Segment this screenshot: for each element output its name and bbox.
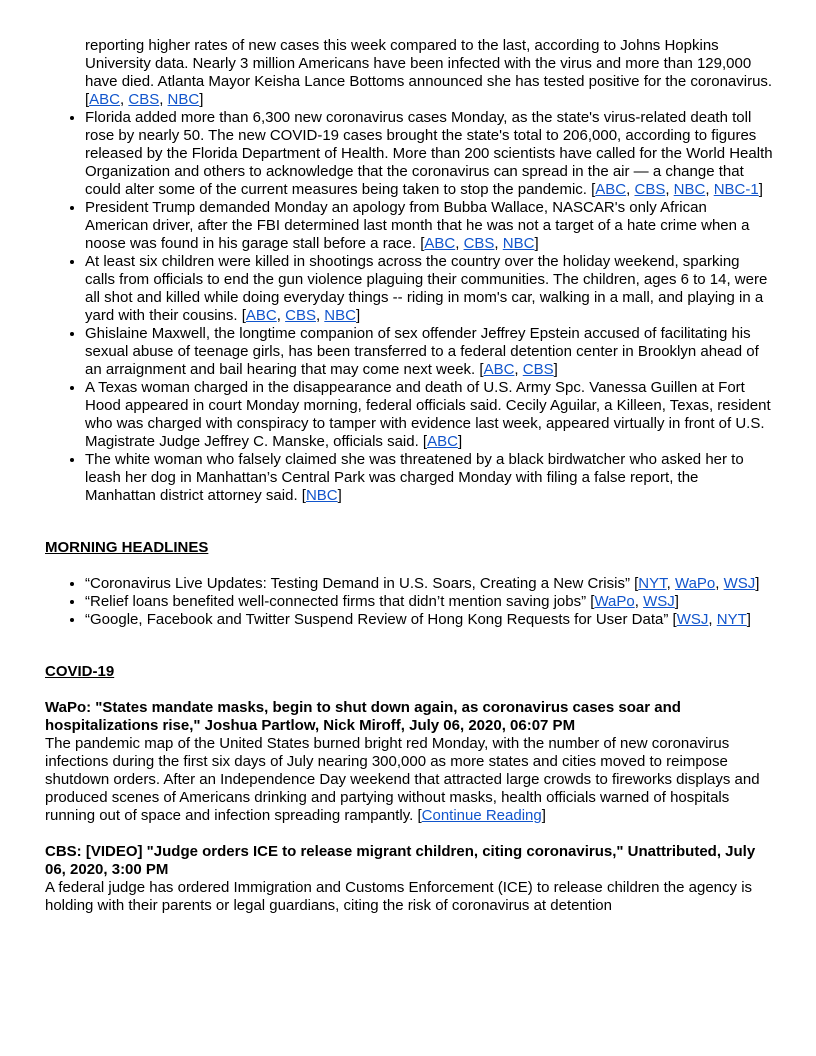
news-bullet-list [45, 109, 773, 505]
headline-text: “Google, Facebook and Twitter Suspend Review of Hong Kong Requests for User Data” [85, 611, 669, 628]
list-item: • Florida added more than 6,300 new coronavirus cases Monday, as the state's virus-related death toll rose by nearly 50. The new COVID-19 cases brought the state's total to 206,000, according to figures released by the Florida Department of Health. More than 200 scientists have called for the World Health Organization and others to acknowledge that the coronavirus can spread in the air — a change that could alter some of the current measures being taken to stop the pandemic. [ABC, CBS, NBC, NBC-1] [85, 109, 773, 199]
source-link-abc[interactable]: ABC [427, 433, 458, 450]
article-body: The pandemic map of the United States burned bright red Monday, with the number of new coronavirus infections during the first six days of July nearing 300,000 as more states and cities moved to reimpose shutdown orders. After an Independence Day weekend that attracted large crowds to fireworks displays and produced scenes of Americans drinking and partying without masks, health officials warned of hospitals running out of space and infection spreading rampantly. [Continue Reading] [45, 735, 760, 824]
headline-text: “Coronavirus Live Updates: Testing Demand in U.S. Soars, Creating a New Crisis” [85, 575, 630, 592]
document-content [45, 37, 773, 915]
source-link-abc[interactable]: ABC [245, 307, 277, 324]
source-link-cbs[interactable]: CBS [128, 91, 160, 108]
continued-bullet: reporting higher rates of new cases this week compared to the last, according to Johns Hopkins University data. Nearly 3 million Americans have been infected with the virus and more than 129,000 have died. Atlanta Mayor Keisha Lance Bottoms announced she has tested positive for the coronavirus. [ABC, CBS, NBC] [85, 37, 773, 108]
article [45, 699, 773, 825]
list-item: • President Trump demanded Monday an apology from Bubba Wallace, NASCAR's only African American driver, after the FBI determined last month that he was not a target of a hate crime when a noose was found in his garage stall before a race. [ABC, CBS, NBC] [85, 199, 773, 253]
list-item: • Ghislaine Maxwell, the longtime companion of sex offender Jeffrey Epstein accused of facilitating his sexual abuse of teenage girls, has been transferred to a federal detention center in Brooklyn ahead of an arraignment and bail hearing that may come next week. [ABC, CBS] [85, 325, 773, 379]
continue-reading-link[interactable]: Continue Reading [421, 807, 542, 824]
spacer [45, 557, 773, 575]
source-link-nyt[interactable]: NYT [638, 575, 667, 592]
source-link-wapo[interactable]: WaPo [594, 593, 635, 610]
spacer [45, 629, 773, 663]
source-link-wapo[interactable]: WaPo [674, 575, 716, 592]
article-body-text: A federal judge has ordered Immigration and Customs Enforcement (ICE) to release children the agency is holding with their parents or legal guardians, citing the risk of coronavirus at detention [45, 879, 753, 914]
article-headline: CBS: [VIDEO] "Judge orders ICE to release migrant children, citing coronavirus," Unattributed, July 06, 2020, 3:00 PM [45, 843, 756, 878]
source-link-nbc[interactable]: NBC [502, 235, 535, 252]
source-link-cbs[interactable]: CBS [463, 235, 495, 252]
list-item: • “Google, Facebook and Twitter Suspend Review of Hong Kong Requests for User Data” [WSJ, NYT] [85, 611, 773, 629]
article-headline: WaPo: "States mandate masks, begin to shut down again, as coronavirus cases soar and hospitalizations rise," Joshua Partlow, Nick Miroff, July 06, 2020, 06:07 PM [45, 699, 681, 734]
source-link-cbs[interactable]: CBS [285, 307, 316, 324]
source-link-nbc-1[interactable]: NBC-1 [713, 181, 759, 198]
source-link-nbc[interactable]: NBC [305, 487, 338, 504]
source-link-cbs[interactable]: CBS [634, 181, 666, 198]
source-link-wsj[interactable]: WSJ [643, 593, 675, 610]
section-heading-morning-headlines: MORNING HEADLINES [45, 539, 209, 556]
article [45, 843, 773, 915]
source-link-wsj[interactable]: WSJ [676, 611, 709, 628]
source-link-nbc[interactable]: NBC [673, 181, 706, 198]
article-body [45, 879, 773, 915]
source-link-abc[interactable]: ABC [89, 91, 121, 108]
source-link-abc[interactable]: ABC [595, 181, 627, 198]
source-link-abc[interactable]: ABC [424, 235, 456, 252]
spacer [45, 505, 773, 539]
source-link-abc[interactable]: ABC [483, 361, 515, 378]
bullet-text: President Trump demanded Monday an apology from Bubba Wallace, NASCAR's only African American driver, after the FBI determined last month that he was not a target of a hate crime when a noose was found in his garage stall before a race. [85, 199, 750, 252]
list-item: • The white woman who falsely claimed she was threatened by a black birdwatcher who asked her to leash her dog in Manhattan’s Central Park was charged Monday with filing a false report, the Manhattan district attorney said. [NBC] [85, 451, 773, 505]
article-body-text: The pandemic map of the United States burned bright red Monday, with the number of new coronavirus infections during the first six days of July nearing 300,000 as more states and cities moved to reimpose shutdown orders. After an Independence Day weekend that attracted large crowds to fireworks displays and produced scenes of Americans drinking and partying without masks, health officials warned of hospitals running out of space and infection spreading rampantly. [45, 735, 760, 824]
list-item: • “Relief loans benefited well-connected firms that didn’t mention saving jobs” [WaPo, WSJ] [85, 593, 773, 611]
spacer [45, 825, 773, 843]
bullet-text: At least six children were killed in shootings across the country over the holiday weekend, sparking calls from officials to end the gun violence plaguing their communities. The children, ages 6 to 14, were all shot and killed while doing everyday things -- riding in mom's car, walking in a mall, and playing in a yard with their cousins. [85, 253, 768, 324]
list-item: • A Texas woman charged in the disappearance and death of U.S. Army Spc. Vanessa Guillen at Fort Hood appeared in court Monday morning, federal officials said. Cecily Aguilar, a Killeen, Texas, resident who was charged with conspiracy to tamper with evidence last week, appeared virtually in front of U.S. Magistrate Judge Jeffrey C. Manske, officials said. [ABC] [85, 379, 773, 451]
section-heading-covid-19: COVID-19 [45, 663, 115, 680]
morning-headlines-list [45, 575, 773, 629]
spacer [45, 681, 773, 699]
list-item: • At least six children were killed in shootings across the country over the holiday weekend, sparking calls from officials to end the gun violence plaguing their communities. The children, ages 6 to 14, were all shot and killed while doing everyday things -- riding in mom's car, walking in a mall, and playing in a yard with their cousins. [ABC, CBS, NBC] [85, 253, 773, 325]
bullet-text: Florida added more than 6,300 new coronavirus cases Monday, as the state's virus-related death toll rose by nearly 50. The new COVID-19 cases brought the state's total to 206,000, according to figures released by the Florida Department of Health. More than 200 scientists have called for the World Health Organization and others to acknowledge that the coronavirus can spread in the air — a change that could alter some of the current measures being taken to stop the pandemic. [85, 109, 773, 198]
bullet-text: A Texas woman charged in the disappearance and death of U.S. Army Spc. Vanessa Guillen at Fort Hood appeared in court Monday morning, federal officials said. Cecily Aguilar, a Killeen, Texas, resident who was charged with conspiracy to tamper with evidence last week, appeared virtually in front of U.S. Magistrate Judge Jeffrey C. Manske, officials said. [85, 379, 771, 450]
bullet-text: reporting higher rates of new cases this week compared to the last, according to Johns Hopkins University data. Nearly 3 million Americans have been infected with the virus and more than 129,000 have died. Atlanta Mayor Keisha Lance Bottoms announced she has tested positive for the coronavirus. [85, 37, 773, 90]
source-link-wsj[interactable]: WSJ [723, 575, 756, 592]
source-link-cbs[interactable]: CBS [522, 361, 554, 378]
bullet-text: The white woman who falsely claimed she was threatened by a black birdwatcher who asked her to leash her dog in Manhattan’s Central Park was charged Monday with filing a false report, the Manhattan district attorney said. [85, 451, 744, 504]
source-link-nyt[interactable]: NYT [716, 611, 747, 628]
source-link-nbc[interactable]: NBC [167, 91, 200, 108]
headline-text: “Relief loans benefited well-connected firms that didn’t mention saving jobs” [85, 593, 587, 610]
list-item: • “Coronavirus Live Updates: Testing Demand in U.S. Soars, Creating a New Crisis” [NYT, WaPo, WSJ] [85, 575, 773, 593]
source-link-nbc[interactable]: NBC [324, 307, 356, 324]
bullet-text: Ghislaine Maxwell, the longtime companion of sex offender Jeffrey Epstein accused of facilitating his sexual abuse of teenage girls, has been transferred to a federal detention center in Brooklyn ahead of an arraignment and bail hearing that may come next week. [85, 325, 759, 378]
